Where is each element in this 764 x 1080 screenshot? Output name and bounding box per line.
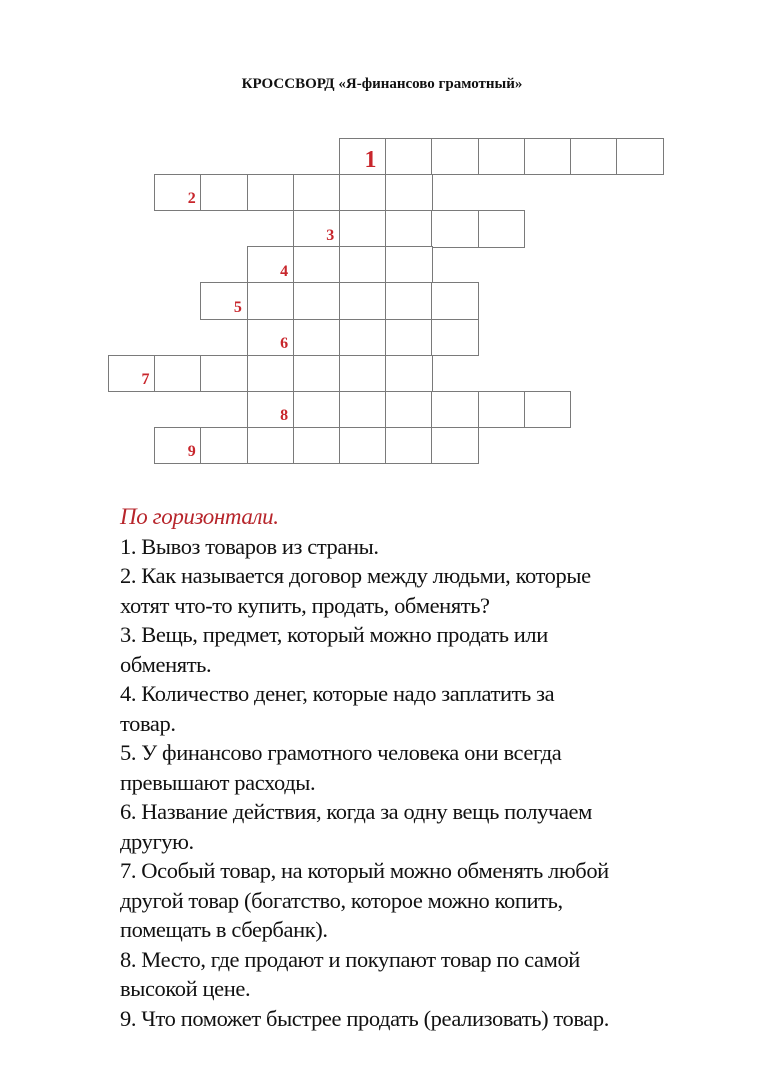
crossword-cell[interactable]	[200, 427, 248, 464]
crossword-cell[interactable]	[293, 391, 341, 428]
crossword-cell[interactable]	[339, 174, 387, 211]
clue-line: хотят что-то купить, продать, обменять?	[120, 592, 490, 618]
clue-line: 4. Количество денег, которые надо заплатить за	[120, 681, 555, 706]
clue-line: другой товар (богатство, которое можно копить,	[120, 887, 563, 913]
crossword-cell[interactable]	[339, 138, 387, 175]
crossword-cell[interactable]	[339, 391, 387, 428]
crossword-cell[interactable]	[524, 391, 572, 428]
crossword-cell[interactable]	[200, 174, 248, 211]
crossword-cell[interactable]	[247, 174, 295, 211]
crossword-cell[interactable]	[478, 210, 526, 247]
clue-number: 1	[364, 147, 377, 174]
clue-number: 2	[187, 190, 196, 208]
crossword-cell[interactable]	[431, 210, 479, 247]
clue-line: 7. Особый товар, на который можно обменять любой	[120, 858, 609, 883]
crossword-cell[interactable]	[385, 282, 433, 319]
clue-number: 6	[280, 334, 289, 352]
clues-heading: По горизонтали.	[120, 504, 279, 529]
crossword-title: КРОССВОРД «Я-финансово грамотный»	[241, 76, 523, 92]
clue-line: обменять.	[120, 651, 212, 677]
crossword-cell[interactable]	[154, 174, 202, 211]
crossword-cell[interactable]	[385, 391, 433, 428]
clue-item	[120, 856, 740, 945]
crossword-cell[interactable]	[524, 138, 572, 175]
crossword-cell[interactable]	[293, 319, 341, 356]
crossword-cell[interactable]	[478, 391, 526, 428]
crossword-cell[interactable]	[385, 355, 433, 392]
crossword-cell[interactable]	[431, 138, 479, 175]
clue-line: 8. Место, где продают и покупают товар по самой	[120, 946, 580, 972]
clue-item	[120, 945, 740, 1004]
clue-line: превышают расходы.	[120, 769, 316, 795]
crossword-cell[interactable]	[339, 282, 387, 319]
crossword-cell[interactable]	[431, 427, 479, 464]
crossword-cell[interactable]	[200, 282, 248, 319]
crossword-cell[interactable]	[293, 174, 341, 211]
crossword-cell[interactable]	[570, 138, 618, 175]
crossword-cell[interactable]	[247, 391, 295, 428]
clue-line: помещать в сбербанк).	[120, 917, 328, 942]
crossword-cell[interactable]	[385, 210, 433, 247]
clue-number: 9	[187, 443, 196, 461]
clues-section	[120, 502, 740, 1033]
crossword-cell[interactable]	[247, 427, 295, 464]
clue-number: 3	[326, 226, 335, 244]
crossword-cell[interactable]	[339, 319, 387, 356]
crossword-cell[interactable]	[385, 138, 433, 175]
crossword-cell[interactable]	[293, 355, 341, 392]
crossword-cell[interactable]	[247, 246, 295, 283]
clue-line: товар.	[120, 710, 176, 736]
crossword-cell[interactable]	[339, 246, 387, 283]
crossword-cell[interactable]	[339, 427, 387, 464]
crossword-grid	[0, 0, 764, 480]
clue-number: 8	[280, 407, 289, 425]
crossword-cell[interactable]	[431, 391, 479, 428]
clue-item	[120, 738, 740, 797]
clue-line: другую.	[120, 828, 194, 854]
clue-number: 4	[280, 262, 289, 280]
crossword-cell[interactable]	[385, 319, 433, 356]
crossword-cell[interactable]	[293, 246, 341, 283]
clue-line: 5. У финансово грамотного человека они всегда	[120, 740, 562, 765]
crossword-cell[interactable]	[431, 282, 479, 319]
crossword-cell[interactable]	[108, 355, 156, 392]
clue-line: 2. Как называется договор между людьми, которые	[120, 563, 591, 588]
clue-item	[120, 797, 740, 856]
clue-item	[120, 620, 740, 679]
clue-item	[120, 679, 740, 738]
crossword-cell[interactable]	[247, 282, 295, 319]
crossword-cell[interactable]	[293, 282, 341, 319]
crossword-cell[interactable]	[385, 174, 433, 211]
crossword-cell[interactable]	[431, 319, 479, 356]
clue-number: 5	[233, 298, 242, 316]
clue-item	[120, 561, 740, 620]
crossword-cell[interactable]	[293, 210, 341, 247]
clue-item	[120, 532, 740, 562]
crossword-cell[interactable]	[247, 355, 295, 392]
clue-line: 3. Вещь, предмет, который можно продать или	[120, 622, 548, 647]
crossword-cell[interactable]	[200, 355, 248, 392]
crossword-cell[interactable]	[616, 138, 664, 175]
clue-line: высокой цене.	[120, 976, 251, 1001]
crossword-cell[interactable]	[339, 355, 387, 392]
clue-line: 1. Вывоз товаров из страны.	[120, 533, 379, 559]
clue-line: 9. Что поможет быстрее продать (реализовать) товар.	[120, 1005, 609, 1031]
crossword-cell[interactable]	[385, 427, 433, 464]
clue-number: 7	[141, 370, 150, 388]
crossword-cell[interactable]	[385, 246, 433, 283]
crossword-cell[interactable]	[154, 427, 202, 464]
crossword-cell[interactable]	[339, 210, 387, 247]
crossword-cell[interactable]	[293, 427, 341, 464]
clue-list	[120, 532, 740, 1034]
crossword-cell[interactable]	[154, 355, 202, 392]
crossword-cell[interactable]	[247, 319, 295, 356]
crossword-cell[interactable]	[478, 138, 526, 175]
clue-item	[120, 1004, 740, 1034]
clue-line: 6. Название действия, когда за одну вещь получаем	[120, 799, 592, 824]
